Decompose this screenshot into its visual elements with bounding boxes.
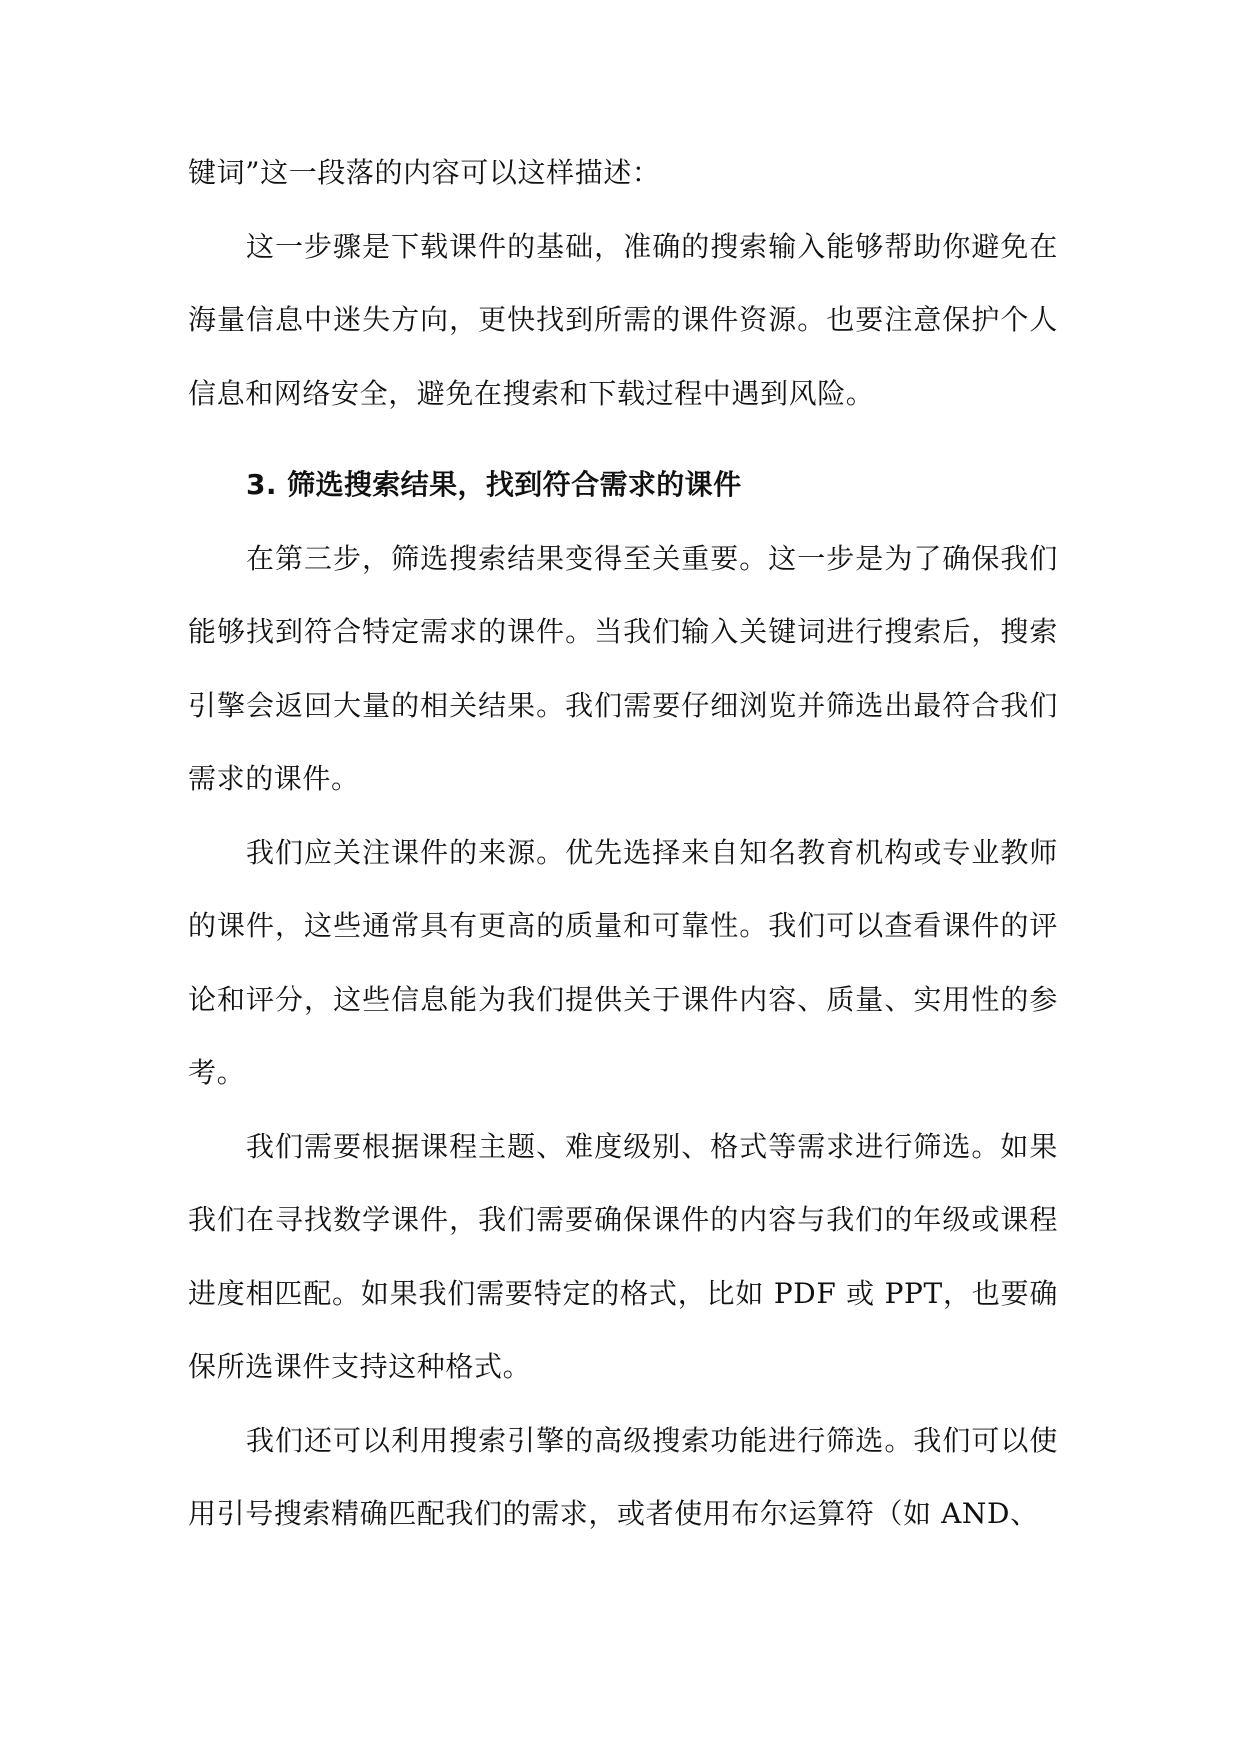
document-body (188, 136, 1058, 1551)
paragraph-intro-continuation: 键词”这一段落的内容可以这样描述： (188, 156, 661, 189)
paragraph-advanced-search: 我们还可以利用搜索引擎的高级搜索功能进行筛选。我们可以使用引号搜索精确匹配我们的需求，或者使用布尔运算符（如 AND、 (188, 1423, 1058, 1530)
paragraph-courseware-source: 我们应关注课件的来源。优先选择来自知名教育机构或专业教师的课件，这些通常具有更高的质量和可靠性。我们可以查看课件的评论和评分，这些信息能为我们提供关于课件内容、质量、实用性的参考。 (188, 835, 1058, 1089)
paragraph-filter-criteria: 我们需要根据课程主题、难度级别、格式等需求进行筛选。如果我们在寻找数学课件，我们需要确保课件的内容与我们的年级或课程进度相匹配。如果我们需要特定的格式，比如 PDF 或 PPT，也要确保所选课件支持这种格式。 (188, 1129, 1058, 1383)
paragraph-search-basics: 这一步骤是下载课件的基础，准确的搜索输入能够帮助你避免在海量信息中迷失方向，更快找到所需的课件资源。也要注意保护个人信息和网络安全，避免在搜索和下载过程中遇到风险。 (188, 229, 1058, 410)
section-heading-filter-results: 3. 筛选搜索结果，找到符合需求的课件 (246, 468, 742, 501)
paragraph-step-three: 在第三步，筛选搜索结果变得至关重要。这一步是为了确保我们能够找到符合特定需求的课件。当我们输入关键词进行搜索后，搜索引擎会返回大量的相关结果。我们需要仔细浏览并筛选出最符合我们需求的课件。 (188, 541, 1058, 795)
